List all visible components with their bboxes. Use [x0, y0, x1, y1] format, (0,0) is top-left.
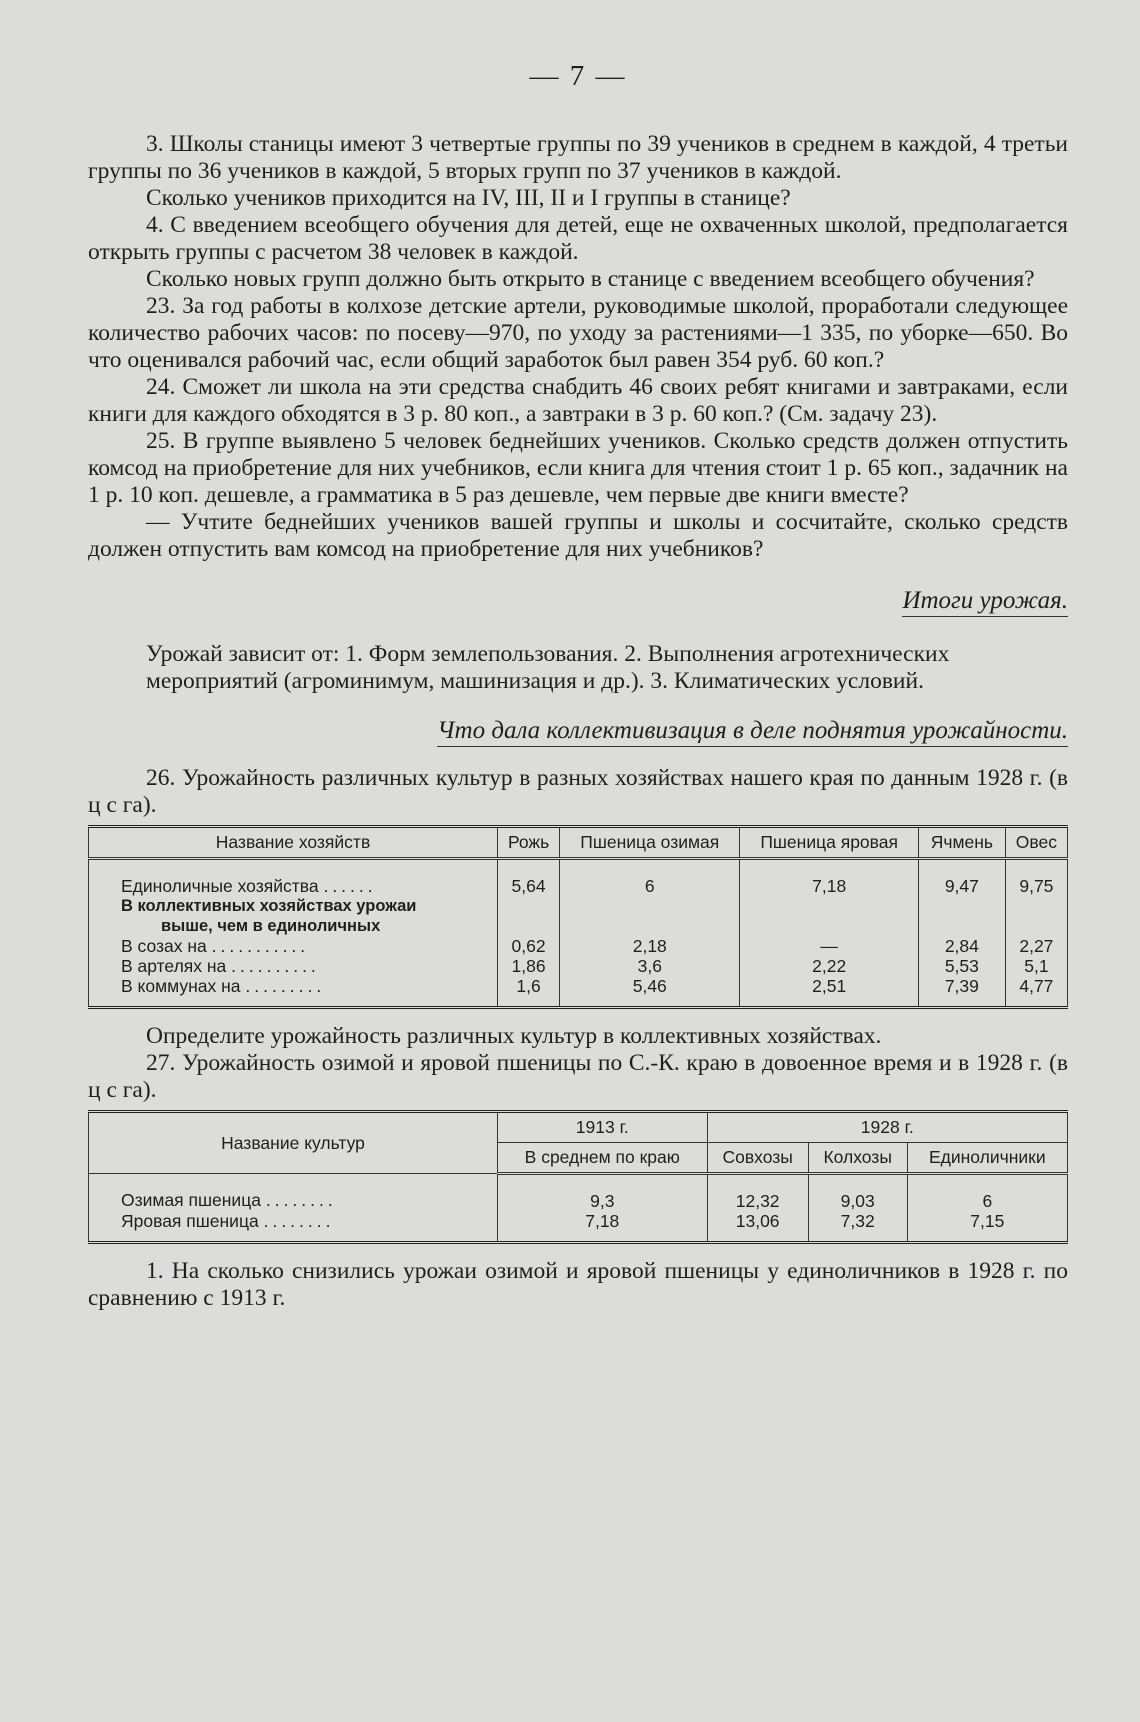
section-heading-collectivization: Что дала коллективизация в деле поднятия урожайности. — [88, 717, 1068, 745]
bottom-question: 1. На сколько снизились урожаи озимой и яровой пшеницы у единоличников в 1928 г. по сравнению с 1913 г. — [88, 1258, 1068, 1311]
section-heading-harvest: Итоги урожая. — [88, 587, 1068, 615]
table2-header-kolkhozy: Колхозы — [808, 1143, 907, 1174]
problem-25: 25. В группе выявлено 5 человек беднейших учеников. Сколько средств должен отпустить комсод на приобретение для них учебников, если книга для чтения стоит 1 р. 65 коп., задачник на 1 р. 10 коп. дешевле, а грамматика в 5 раз дешевле, чем первые две книги вместе? — [88, 428, 1068, 508]
problem-25-task: — Учтите беднейших учеников вашей группы и школы и сосчитайте, сколько средств должен отпустить вам комсод на приобретение для них учебников? — [88, 509, 1068, 562]
table1-header-barley: Ячмень — [918, 827, 1005, 859]
table1-question: Определите урожайность различных культур в коллективных хозяйствах. — [146, 1023, 882, 1049]
table-row: Единоличные хозяйства ...... 5,64 6 7,18 9,47 9,75 — [89, 859, 1068, 897]
table2-header-1913: 1913 г. — [498, 1112, 708, 1143]
problem-23: 23. За год работы в колхозе детские артели, руководимые школой, проработали следующее количество рабочих часов: по посеву—970, по уходу за растениями—1 335, по уборке—650. Во что оценивался рабочий час, если общий заработок был равен 354 руб. 60 коп.? — [88, 293, 1068, 373]
table1-header-winter-wheat: Пшеница озимая — [560, 827, 740, 859]
problem-3-question: Сколько учеников приходится на IV, III, II и I группы в станице? — [146, 185, 791, 211]
table1-header-spring-wheat: Пшеница яровая — [740, 827, 919, 859]
page-number: — 7 — — [529, 60, 627, 92]
table2-header-1928: 1928 г. — [707, 1112, 1067, 1143]
table-row: Яровая пшеница ........ 7,18 13,06 7,32 7,15 — [89, 1211, 1068, 1243]
problem-3: 3. Школы станицы имеют 3 четвертые группы по 39 учеников в среднем в каждой, 4 третьи группы по 36 учеников в каждой, 5 вторых групп по 37 учеников в каждой. — [88, 131, 1068, 184]
table2-header-name: Название культур — [89, 1112, 498, 1174]
table-row: В коллективных хозяйствах урожаи — [89, 896, 1068, 916]
table1-header-name: Название хозяйств — [89, 827, 498, 859]
problem-4: 4. С введением всеобщего обучения для детей, еще не охваченных школой, предполагается открыть группы с расчетом 38 человек в каждой. — [88, 212, 1068, 265]
table-row: выше, чем в единоличных — [89, 916, 1068, 936]
problems-text — [88, 131, 1068, 563]
problem-27: 27. Урожайность озимой и яровой пшеницы по С.-К. краю в довоенное время и в 1928 г. (в ц с га). — [88, 1050, 1068, 1103]
problem-26: 26. Урожайность различных культур в разных хозяйствах нашего края по данным 1928 г. (в ц с га). — [88, 765, 1068, 818]
table1-header-oats: Овес — [1005, 827, 1067, 859]
table-row: Озимая пшеница ........ 9,3 12,32 9,03 6 — [89, 1174, 1068, 1212]
table1-header-rye: Рожь — [498, 827, 560, 859]
table2-header-individual: Единоличники — [907, 1143, 1067, 1174]
table2-header-region-avg: В среднем по краю — [498, 1143, 708, 1174]
table-row: В артелях на .......... 1,86 3,6 2,22 5,53 5,1 — [89, 956, 1068, 976]
harvest-intro: Урожай зависит от: 1. Форм землепользования. 2. Выполнения агротехнических мероприятий (агроминимум, машинизация и др.). 3. Климатических условий. — [146, 641, 950, 694]
problem-4-question: Сколько новых групп должно быть открыто в станице с введением всеобщего обучения? — [146, 266, 1035, 292]
wheat-yield-table — [88, 1110, 1068, 1244]
table2-header-sovkhozy: Совхозы — [707, 1143, 808, 1174]
yield-table-1928 — [88, 825, 1068, 1009]
table-row: В коммунах на ......... 1,6 5,46 2,51 7,39 4,77 — [89, 976, 1068, 1008]
table-row: В созах на ........... 0,62 2,18 — 2,84 2,27 — [89, 936, 1068, 956]
problem-24: 24. Сможет ли школа на эти средства снабдить 46 своих ребят книгами и завтраками, если книги для каждого обходятся в 3 р. 80 коп., а завтраки в 3 р. 60 коп.? (См. задачу 23). — [88, 374, 1068, 427]
